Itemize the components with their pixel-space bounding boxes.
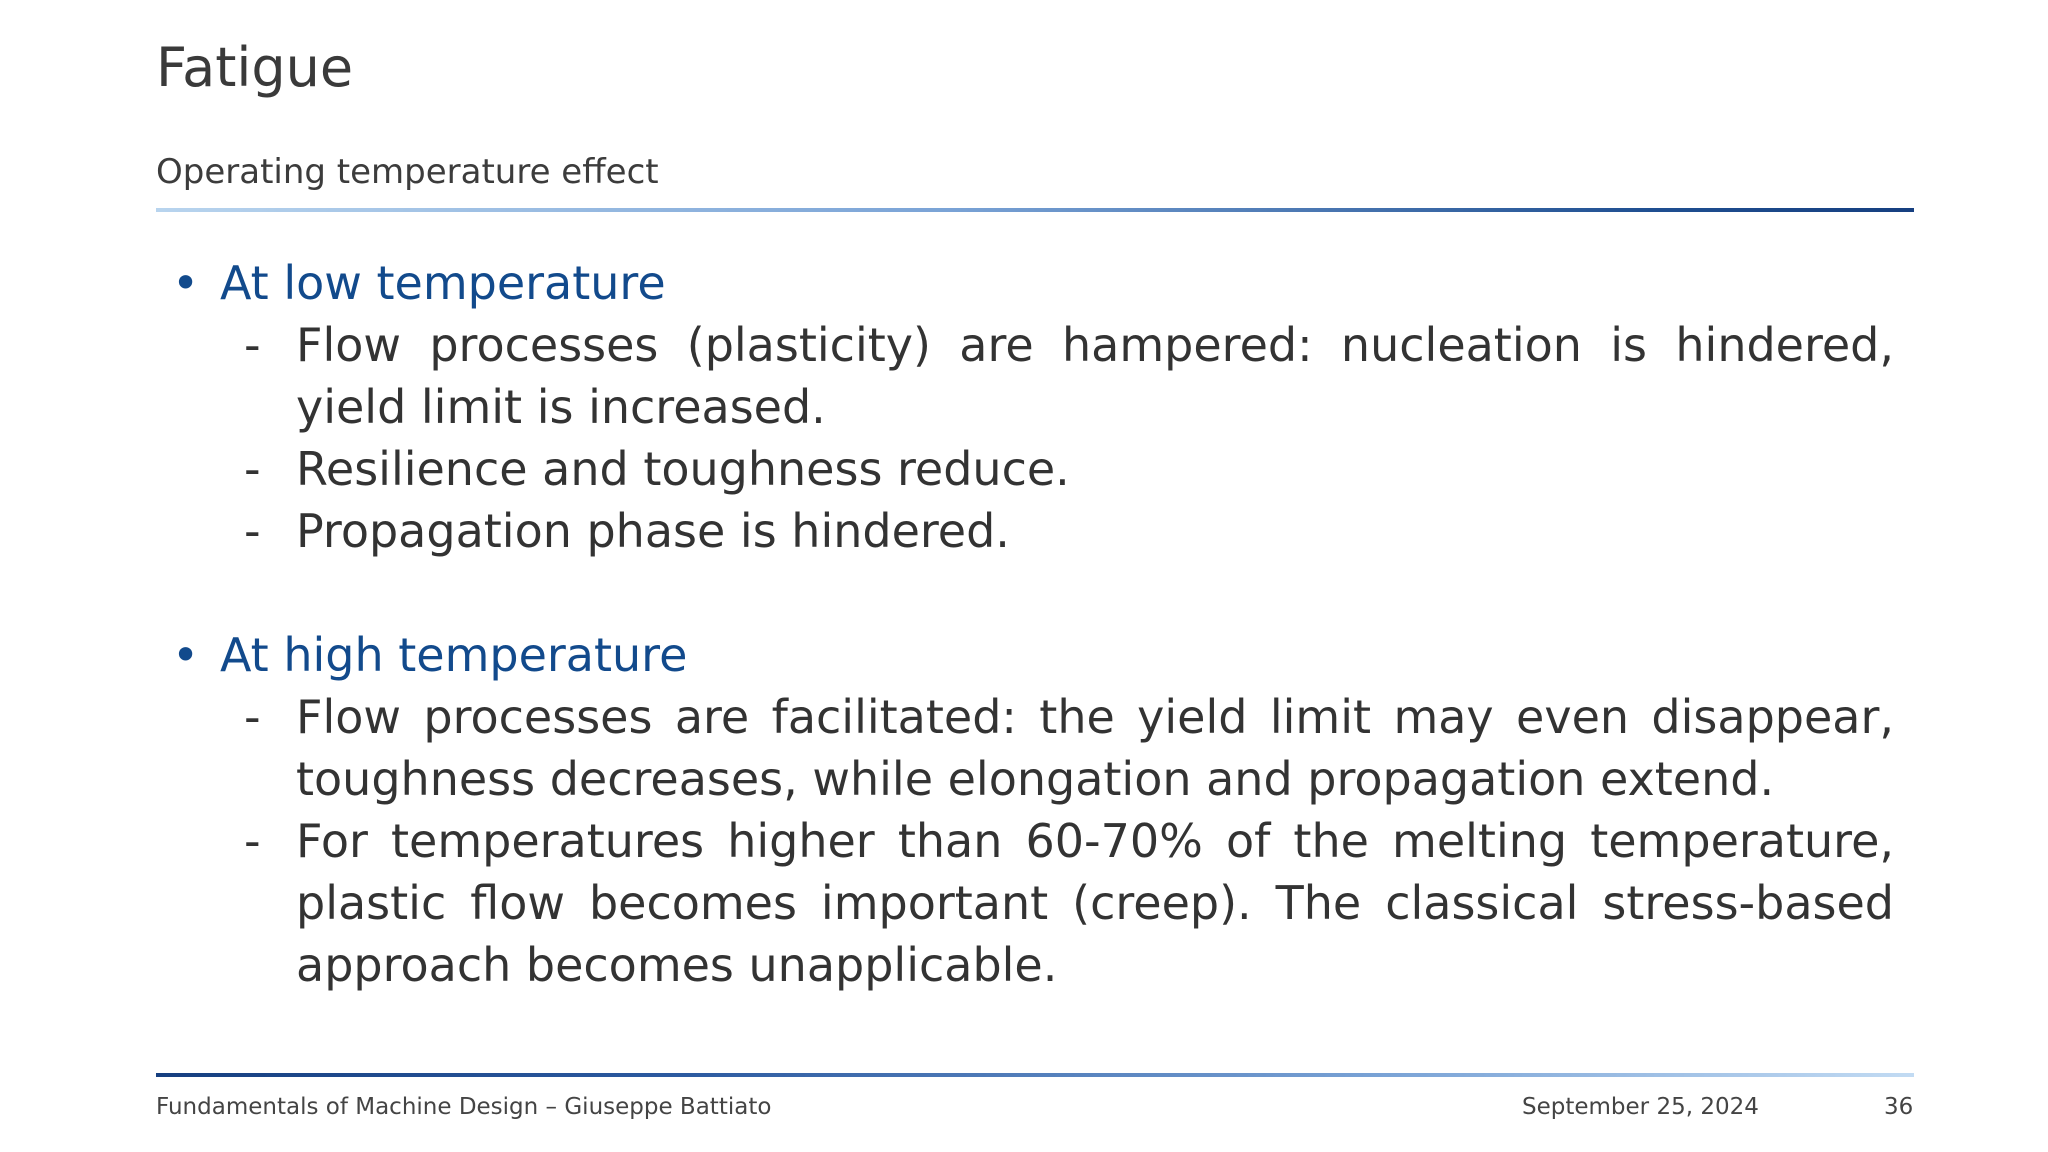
- bullet-high-temperature: [156, 624, 1896, 686]
- list-item: [244, 438, 1894, 500]
- footer-course: Fundamentals of Machine Design – Giuseppe Battiato: [156, 1094, 772, 1120]
- list-item-text: For temperatures higher than 60-70% of the melting temperature, plastic flow becomes important (creep). The classical stress-based approach becomes unapplicable.: [296, 814, 1894, 992]
- list-item-text: Flow processes (plasticity) are hampered: nucleation is hindered, yield limit is increased.: [296, 318, 1894, 434]
- list-item: [244, 810, 1894, 996]
- spacer: [156, 562, 1896, 624]
- header-divider: [156, 208, 1914, 212]
- bullet-heading: At high temperature: [220, 628, 688, 682]
- list-item-text: Resilience and toughness reduce.: [296, 442, 1070, 496]
- bullet-marker: •: [172, 256, 200, 310]
- list-item: [244, 314, 1894, 438]
- bullet-heading: At low temperature: [220, 256, 666, 310]
- bullet-marker: •: [172, 628, 200, 682]
- slide-title: Fatigue: [156, 36, 354, 99]
- list-item-text: Flow processes are facilitated: the yield limit may even disappear, toughness decreases, while elongation and propagation extend.: [296, 690, 1894, 806]
- page-number: 36: [1884, 1094, 1914, 1120]
- slide-subtitle: Operating temperature effect: [156, 152, 659, 192]
- dash-marker: -: [244, 690, 261, 744]
- dash-marker: -: [244, 442, 261, 496]
- list-item-text: Propagation phase is hindered.: [296, 504, 1010, 558]
- slide-body: [156, 252, 1896, 996]
- list-item: [244, 500, 1894, 562]
- footer-divider: [156, 1073, 1914, 1077]
- footer-date: September 25, 2024: [1522, 1094, 1759, 1120]
- bullet-low-temperature: [156, 252, 1896, 314]
- dash-marker: -: [244, 504, 261, 558]
- dash-marker: -: [244, 318, 261, 372]
- dash-marker: -: [244, 814, 261, 868]
- list-item: [244, 686, 1894, 810]
